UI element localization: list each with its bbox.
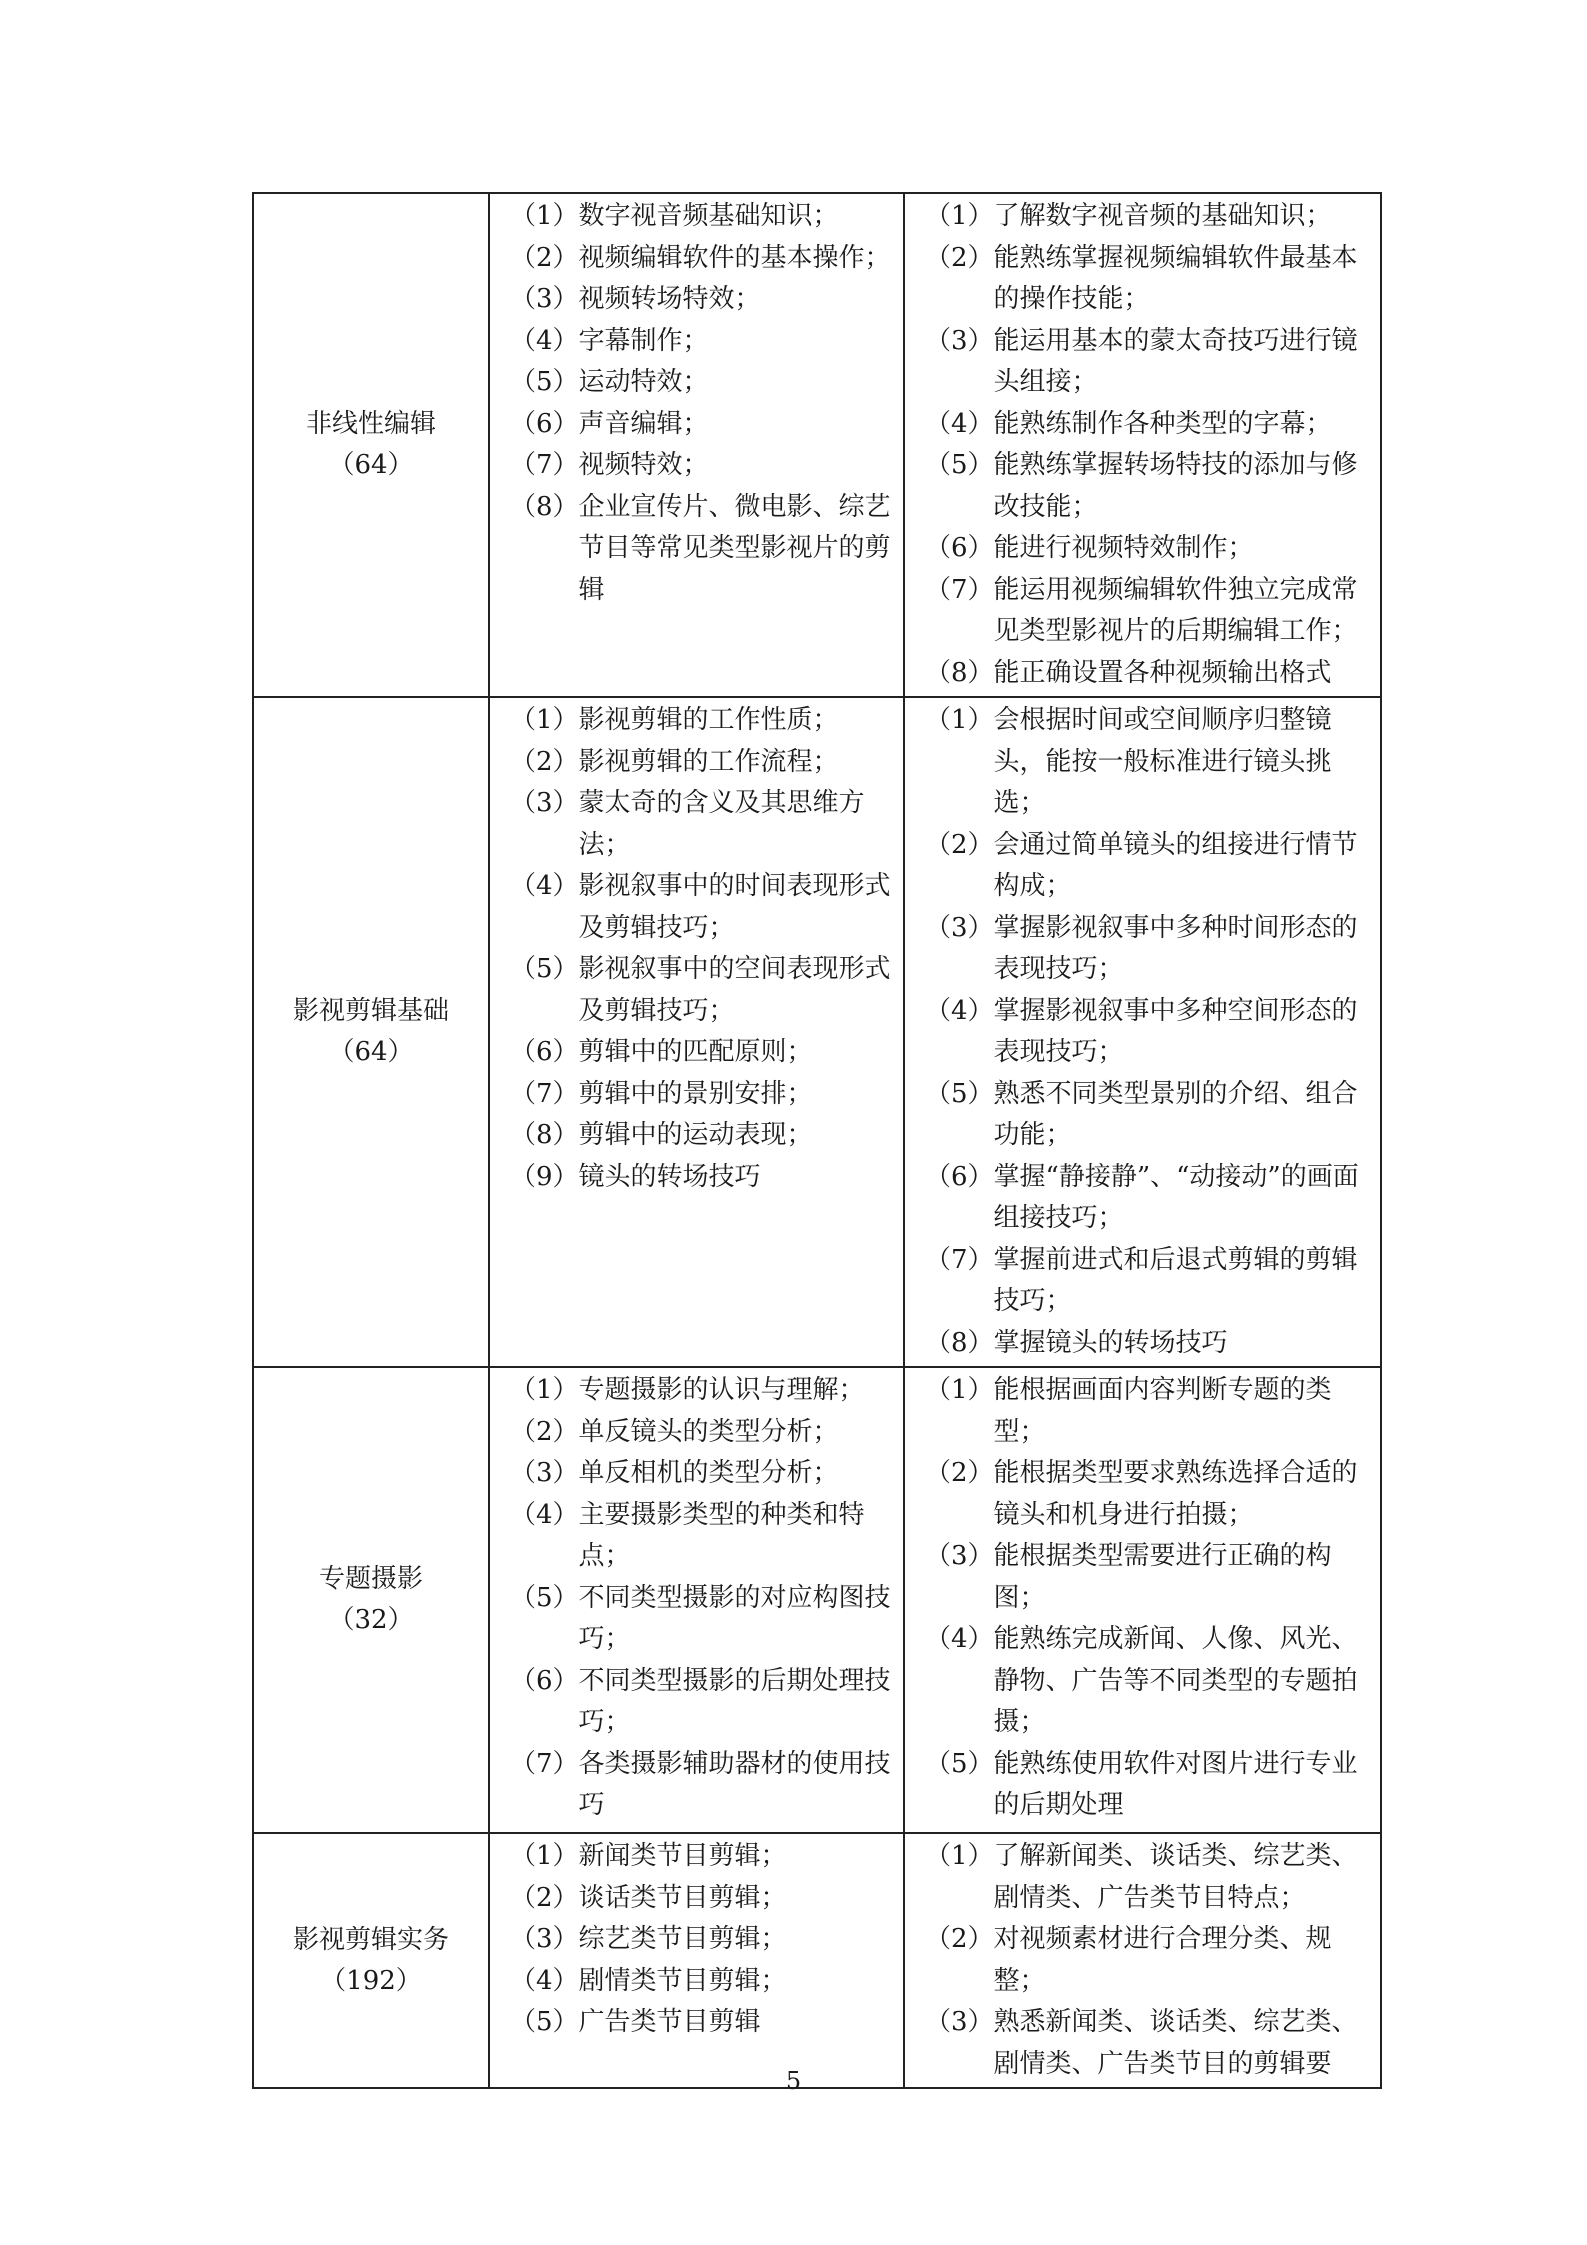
table-body — [253, 193, 1381, 2088]
content-cell — [489, 1833, 904, 2088]
item-text: 能根据画面内容判断专题的类型； — [993, 1375, 1332, 1447]
table-row — [253, 193, 1381, 697]
item-text: 镜头的转场技巧 — [578, 1161, 761, 1192]
item-number: （5） — [510, 2007, 579, 2037]
content-item — [510, 1578, 893, 1661]
table-row — [253, 697, 1381, 1367]
course-hours: （192） — [320, 1965, 422, 1996]
requirement-item — [925, 1744, 1370, 1827]
content-item — [510, 1074, 893, 1116]
item-number: （4） — [510, 325, 579, 356]
requirement-item — [925, 1619, 1370, 1744]
item-text: 蒙太奇的含义及其思维方法； — [578, 788, 865, 860]
item-number: （8） — [510, 491, 579, 522]
item-text: 影视叙事中的时间表现形式及剪辑技巧； — [578, 871, 891, 943]
item-text: 掌握影视叙事中多种时间形态的表现技巧； — [993, 912, 1358, 984]
item-number: （9） — [510, 1161, 579, 1192]
item-text: 单反相机的类型分析； — [578, 1458, 839, 1488]
item-number: （8） — [925, 1327, 994, 1358]
item-number: （5） — [925, 450, 994, 480]
requirement-item — [925, 825, 1370, 908]
requirement-item — [925, 1074, 1370, 1157]
item-text: 视频特效； — [578, 450, 709, 480]
item-number: （2） — [510, 242, 579, 273]
content-cell-list — [490, 1368, 903, 1829]
item-number: （2） — [925, 829, 994, 860]
item-text: 声音编辑； — [578, 408, 709, 439]
item-text: 剧情类节目剪辑； — [578, 1965, 787, 1996]
content-item — [510, 1744, 893, 1827]
item-number: （1） — [925, 201, 994, 231]
requirement-item — [925, 196, 1370, 238]
content-item — [510, 238, 893, 280]
item-number: （2） — [510, 1416, 579, 1447]
item-number: （4） — [510, 1499, 579, 1530]
item-number: （7） — [510, 1078, 579, 1109]
item-text: 单反镜头的类型分析； — [578, 1416, 839, 1447]
item-text: 了解数字视音频的基础知识； — [993, 201, 1332, 231]
item-text: 剪辑中的运动表现； — [578, 1120, 813, 1150]
requirement-item — [925, 570, 1370, 653]
page-number: 5 — [785, 2067, 802, 2095]
content-item — [510, 1661, 893, 1744]
requirement-item — [925, 1919, 1370, 2002]
item-number: （1） — [510, 705, 579, 735]
table-row — [253, 1367, 1381, 1833]
content-item — [510, 404, 893, 446]
item-number: （1） — [510, 1841, 579, 1871]
content-item — [510, 742, 893, 784]
content-item — [510, 1032, 893, 1074]
item-text: 掌握影视叙事中多种空间形态的表现技巧； — [993, 995, 1358, 1067]
requirements-cell-list — [905, 698, 1380, 1366]
content-item — [510, 949, 893, 1032]
requirements-cell-list — [905, 1834, 1380, 2087]
item-number: （1） — [925, 1841, 994, 1871]
item-number: （2） — [925, 1924, 994, 1954]
item-text: 能根据类型需要进行正确的构图； — [993, 1541, 1332, 1613]
item-number: （7） — [925, 1244, 994, 1275]
content-item — [510, 487, 893, 612]
requirement-item — [925, 908, 1370, 991]
item-text: 能进行视频特效制作； — [993, 533, 1254, 563]
item-text: 能运用视频编辑软件独立完成常见类型影视片的后期编辑工作； — [993, 574, 1358, 646]
item-number: （6） — [925, 1161, 994, 1192]
item-text: 熟悉不同类型景别的介绍、组合功能； — [993, 1078, 1358, 1150]
item-number: （4） — [510, 1965, 579, 1996]
item-text: 能熟练制作各种类型的字幕； — [993, 408, 1332, 439]
item-text: 能根据类型要求熟练选择合适的镜头和机身进行拍摄； — [993, 1458, 1358, 1530]
item-number: （5） — [925, 1078, 994, 1109]
item-text: 能正确设置各种视频输出格式 — [993, 657, 1332, 688]
item-number: （4） — [925, 995, 994, 1026]
item-number: （3） — [925, 912, 994, 943]
item-number: （3） — [925, 2007, 994, 2037]
item-text: 影视剪辑的工作性质； — [578, 705, 839, 735]
item-text: 剪辑中的景别安排； — [578, 1078, 813, 1109]
content-cell-list — [490, 194, 903, 613]
item-text: 字幕制作； — [578, 325, 709, 356]
item-number: （4） — [510, 871, 579, 901]
item-text: 掌握前进式和后退式剪辑的剪辑技巧； — [993, 1244, 1358, 1316]
item-text: 能运用基本的蒙太奇技巧进行镜头组接； — [993, 325, 1358, 397]
item-text: 能熟练掌握转场特技的添加与修改技能； — [993, 450, 1358, 522]
requirement-item — [925, 1323, 1370, 1365]
item-text: 剪辑中的匹配原则； — [578, 1037, 813, 1067]
content-item — [510, 1453, 893, 1495]
requirement-item — [925, 528, 1370, 570]
course-table — [252, 192, 1382, 2089]
item-text: 综艺类节目剪辑； — [578, 1924, 787, 1954]
content-item — [510, 1878, 893, 1920]
item-text: 能熟练完成新闻、人像、风光、静物、广告等不同类型的专题拍摄； — [993, 1624, 1358, 1737]
item-text: 掌握“静接静”、“动接动”的画面组接技巧； — [993, 1161, 1359, 1233]
item-text: 影视叙事中的空间表现形式及剪辑技巧； — [578, 954, 891, 1026]
item-text: 能熟练掌握视频编辑软件最基本的操作技能； — [993, 242, 1358, 314]
item-text: 数字视音频基础知识； — [578, 201, 839, 231]
requirement-item — [925, 445, 1370, 528]
requirement-item — [925, 653, 1370, 695]
item-text: 运动特效； — [578, 367, 709, 397]
item-number: （2） — [925, 1458, 994, 1488]
item-number: （7） — [510, 1748, 579, 1779]
requirement-item — [925, 1157, 1370, 1240]
item-text: 广告类节目剪辑 — [578, 2007, 761, 2037]
content-item — [510, 700, 893, 742]
item-number: （2） — [510, 746, 579, 777]
requirements-cell — [904, 1367, 1381, 1833]
content-item — [510, 279, 893, 321]
item-text: 掌握镜头的转场技巧 — [993, 1327, 1228, 1358]
item-number: （4） — [925, 1624, 994, 1654]
item-text: 不同类型摄影的对应构图技巧； — [578, 1582, 891, 1654]
course-name-cell — [253, 1833, 489, 2088]
content-cell — [489, 1367, 904, 1833]
course-hours: （64） — [328, 450, 414, 480]
item-text: 专题摄影的认识与理解； — [578, 1375, 865, 1405]
item-number: （2） — [925, 242, 994, 273]
requirements-cell-list — [905, 194, 1380, 696]
item-number: （8） — [925, 657, 994, 688]
item-number: （7） — [925, 574, 994, 605]
item-number: （1） — [925, 1375, 994, 1405]
item-number: （3） — [925, 1541, 994, 1571]
course-hours: （64） — [328, 1037, 414, 1067]
item-text: 视频转场特效； — [578, 284, 761, 314]
content-item — [510, 1412, 893, 1454]
course-title: 专题摄影 — [318, 1564, 423, 1594]
item-number: （5） — [925, 1748, 994, 1779]
item-number: （3） — [510, 1924, 579, 1954]
content-item — [510, 1961, 893, 2003]
item-number: （6） — [510, 1665, 579, 1696]
content-cell — [489, 193, 904, 697]
item-text: 影视剪辑的工作流程； — [578, 746, 839, 777]
requirement-item — [925, 321, 1370, 404]
item-number: （8） — [510, 1120, 579, 1150]
item-number: （5） — [510, 954, 579, 984]
requirement-item — [925, 238, 1370, 321]
course-name-cell — [253, 193, 489, 697]
item-text: 了解新闻类、谈话类、综艺类、剧情类、广告类节目特点； — [993, 1841, 1358, 1913]
table-row — [253, 1833, 1381, 2088]
content-cell — [489, 697, 904, 1367]
item-text: 会通过简单镜头的组接进行情节构成； — [993, 829, 1358, 901]
item-text: 新闻类节目剪辑； — [578, 1841, 787, 1871]
content-item — [510, 866, 893, 949]
item-number: （7） — [510, 450, 579, 480]
item-number: （1） — [925, 705, 994, 735]
course-name-cell — [253, 697, 489, 1367]
requirement-item — [925, 991, 1370, 1074]
requirement-item — [925, 1836, 1370, 1919]
requirement-item — [925, 1370, 1370, 1453]
requirements-cell — [904, 697, 1381, 1367]
requirement-item — [925, 404, 1370, 446]
item-text: 主要摄影类型的种类和特点； — [578, 1499, 865, 1571]
content-item — [510, 445, 893, 487]
content-item — [510, 321, 893, 363]
course-title: 影视剪辑基础 — [292, 996, 449, 1026]
item-text: 视频编辑软件的基本操作； — [578, 242, 891, 273]
item-text: 熟悉新闻类、谈话类、综艺类、剧情类、广告类节目的剪辑要 — [993, 2007, 1358, 2079]
item-number: （5） — [510, 1582, 579, 1613]
requirement-item — [925, 1536, 1370, 1619]
requirement-item — [925, 1240, 1370, 1323]
content-item — [510, 1836, 893, 1878]
requirements-cell — [904, 1833, 1381, 2088]
requirements-cell — [904, 193, 1381, 697]
content-item — [510, 2002, 893, 2044]
item-number: （4） — [925, 408, 994, 439]
item-number: （6） — [925, 533, 994, 563]
item-text: 会根据时间或空间顺序归整镜头，能按一般标准进行镜头挑选； — [993, 705, 1332, 818]
item-text: 谈话类节目剪辑； — [578, 1882, 787, 1913]
item-number: （6） — [510, 408, 579, 439]
content-item — [510, 1157, 893, 1199]
course-hours: （32） — [328, 1605, 414, 1635]
item-text: 各类摄影辅助器材的使用技巧 — [578, 1748, 891, 1820]
item-number: （6） — [510, 1037, 579, 1067]
content-item — [510, 783, 893, 866]
item-number: （3） — [510, 1458, 579, 1488]
item-number: （2） — [510, 1882, 579, 1913]
item-text: 对视频素材进行合理分类、规整； — [993, 1924, 1332, 1996]
content-item — [510, 1115, 893, 1157]
item-text: 企业宣传片、微电影、综艺节目等常见类型影视片的剪辑 — [578, 491, 891, 605]
course-title: 非线性编辑 — [305, 409, 436, 439]
content-item — [510, 362, 893, 404]
requirement-item — [925, 700, 1370, 825]
content-item — [510, 196, 893, 238]
item-number: （3） — [510, 788, 579, 818]
requirement-item — [925, 1453, 1370, 1536]
item-number: （1） — [510, 1375, 579, 1405]
item-number: （3） — [510, 284, 579, 314]
item-text: 不同类型摄影的后期处理技巧； — [578, 1665, 891, 1737]
item-text: 能熟练使用软件对图片进行专业的后期处理 — [993, 1748, 1358, 1820]
content-item — [510, 1495, 893, 1578]
course-name-cell — [253, 1367, 489, 1833]
item-number: （1） — [510, 201, 579, 231]
content-item — [510, 1370, 893, 1412]
content-item — [510, 1919, 893, 1961]
requirements-cell-list — [905, 1368, 1380, 1829]
item-number: （3） — [925, 325, 994, 356]
item-number: （5） — [510, 367, 579, 397]
content-cell-list — [490, 698, 903, 1200]
course-title: 影视剪辑实务 — [292, 1924, 449, 1955]
content-cell-list — [490, 1834, 903, 2046]
